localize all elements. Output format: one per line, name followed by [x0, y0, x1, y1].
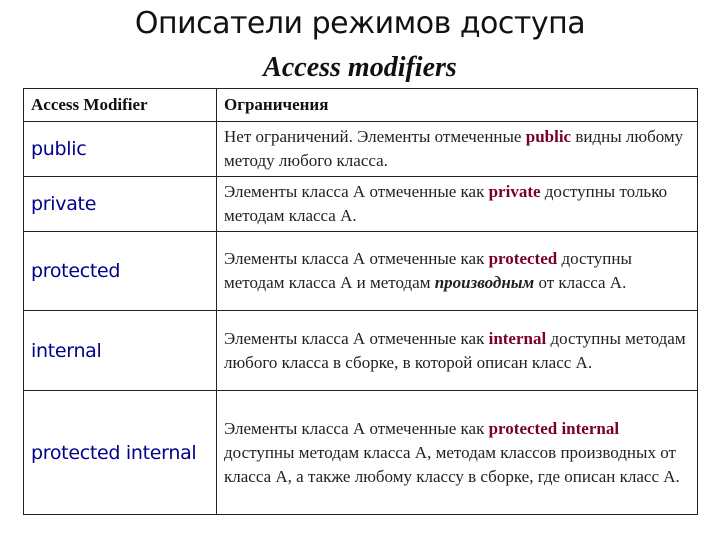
keyword: protected internal	[488, 418, 620, 438]
table-header-row	[24, 89, 698, 122]
description-text: доступны методам класса А и методам	[224, 249, 632, 292]
table-row	[24, 177, 698, 232]
modifier-cell: protected internal	[24, 391, 217, 515]
slide-subtitle: Access modifiers	[263, 52, 457, 83]
table-row	[24, 122, 698, 177]
table-row	[24, 232, 698, 311]
slide-title: Описатели режимов доступа	[134, 6, 586, 41]
description-text: доступны только методам класса А.	[224, 182, 668, 225]
description-cell	[217, 177, 698, 232]
keyword: public	[525, 127, 572, 146]
description-text: доступны методам любого класса в сборке, в которой описан класс А.	[224, 328, 686, 372]
keyword: internal	[488, 328, 547, 348]
description-cell	[217, 391, 698, 515]
description-text: Нет ограничений. Элементы отмеченные	[224, 127, 526, 146]
header-restrictions: Ограничения	[217, 89, 698, 122]
description-cell	[217, 122, 698, 177]
access-modifiers-table	[23, 88, 698, 515]
description-text: от класса А.	[534, 273, 627, 292]
header-access-modifier: Access Modifier	[24, 89, 217, 122]
modifier-cell: internal	[24, 311, 217, 391]
description-text: Элементы класса А отмеченные как	[224, 328, 489, 348]
modifier-cell: protected	[24, 232, 217, 311]
table-row	[24, 311, 698, 391]
emphasis: производным	[434, 273, 535, 292]
description-text: Элементы класса А отмеченные как	[224, 249, 489, 268]
keyword: protected	[488, 249, 558, 268]
description-cell	[217, 232, 698, 311]
table-row	[24, 391, 698, 515]
description-text: Элементы класса А отмеченные как	[224, 418, 489, 438]
modifier-cell: private	[24, 177, 217, 232]
keyword: private	[488, 182, 541, 201]
modifier-cell: public	[24, 122, 217, 177]
description-cell	[217, 311, 698, 391]
description-text: Элементы класса А отмеченные как	[224, 182, 489, 201]
description-text: доступны методам класса А, методам классов производных от класса А, а также любому классу в сборке, где описан класс А.	[224, 442, 680, 486]
description-text: видны любому методу любого класса.	[224, 127, 684, 170]
